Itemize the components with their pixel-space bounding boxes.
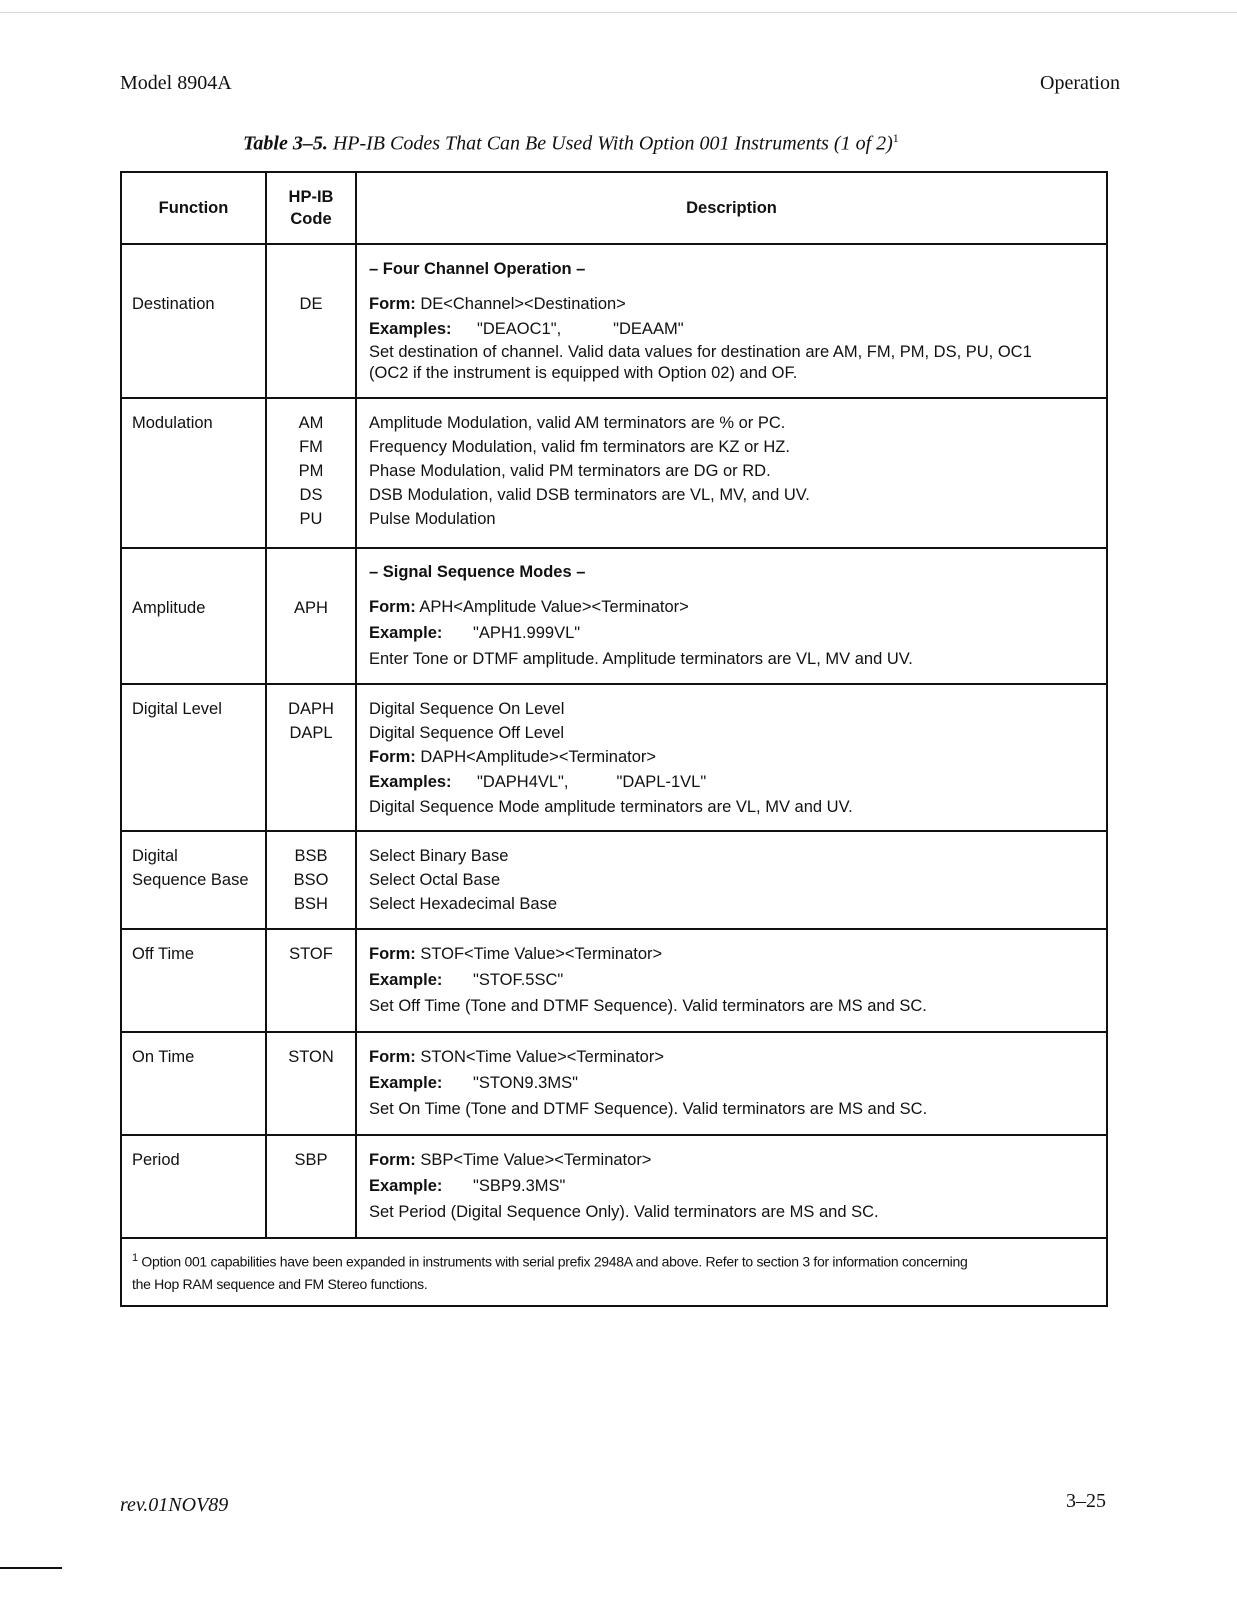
- form-text: STON<Time Value><Terminator>: [415, 1048, 664, 1066]
- code-cell: STOF: [266, 929, 356, 1032]
- form-label: Form:: [369, 1151, 416, 1169]
- form-line: [369, 292, 1094, 316]
- column-header-code: [266, 172, 356, 244]
- table-row-amplitude: [121, 548, 1107, 684]
- function-text: Sequence Base: [132, 871, 249, 889]
- table-footnote: [121, 1238, 1107, 1306]
- form-line: [369, 745, 1094, 769]
- form-line: [369, 942, 1094, 966]
- description-text: Set Off Time (Tone and DTMF Sequence). Valid terminators are MS and SC.: [369, 997, 927, 1015]
- function-cell: Destination: [121, 244, 266, 398]
- description-text: Digital Sequence On Level: [369, 700, 565, 718]
- description-text: Select Octal Base: [369, 871, 501, 889]
- description-text: DSB Modulation, valid DSB terminators are VL, MV, and UV.: [369, 486, 810, 504]
- examples-label: Examples:: [369, 773, 452, 791]
- form-line: [369, 595, 1094, 619]
- description-text: Set Period (Digital Sequence Only). Valid terminators are MS and SC.: [369, 1203, 879, 1221]
- example-value: "DEAAM": [613, 320, 684, 338]
- example-value: "DEAOC1",: [477, 320, 562, 338]
- header-section: Operation: [1040, 72, 1120, 94]
- footnote-line: [132, 1247, 1096, 1273]
- table-row-digital-sequence-base: [121, 831, 1107, 929]
- function-cell: Off Time: [121, 929, 266, 1032]
- description-text: Set destination of channel. Valid data values for destination are AM, FM, PM, DS, PU, OC1: [369, 343, 1032, 361]
- example-value: "DAPL-1VL": [616, 773, 707, 791]
- description-text: Set On Time (Tone and DTMF Sequence). Valid terminators are MS and SC.: [369, 1100, 928, 1118]
- code-value: PU: [299, 510, 323, 528]
- column-header-code-line1: HP-IB: [288, 188, 334, 206]
- form-label: Form:: [369, 945, 416, 963]
- form-text: DE<Channel><Destination>: [415, 295, 626, 313]
- table-row-on-time: [121, 1032, 1107, 1135]
- examples-label: Examples:: [369, 320, 452, 338]
- table-footnote-row: [121, 1238, 1107, 1306]
- table-row-modulation: [121, 398, 1107, 548]
- code-cell: APH: [266, 548, 356, 684]
- bottom-tick-mark: [0, 1567, 62, 1569]
- example-label: Example:: [369, 971, 443, 989]
- code-value: BSO: [293, 871, 329, 889]
- code-value: DAPH: [288, 700, 334, 718]
- form-text: STOF<Time Value><Terminator>: [415, 945, 663, 963]
- description-cell: [356, 831, 1107, 929]
- code-cell: SBP: [266, 1135, 356, 1238]
- code-value: BSB: [294, 847, 328, 865]
- table-caption-note-mark: 1: [892, 131, 899, 145]
- description-text: Pulse Modulation: [369, 510, 496, 528]
- example-label: Example:: [369, 1074, 443, 1092]
- example-line: [369, 1071, 1094, 1095]
- code-cell: [266, 831, 356, 929]
- footnote-text: Option 001 capabilities have been expanded in instruments with serial prefix 2948A and above. Refer to section 3 for information concerning: [137, 1253, 968, 1270]
- form-line: [369, 1148, 1094, 1172]
- form-text: APH<Amplitude Value><Terminator>: [415, 598, 689, 616]
- function-cell: [121, 831, 266, 929]
- form-label: Form:: [369, 748, 416, 766]
- description-text: Digital Sequence Off Level: [369, 724, 565, 742]
- description-cell: [356, 929, 1107, 1032]
- description-cell: [356, 548, 1107, 684]
- example-label: Example:: [369, 624, 443, 642]
- example-value: "APH1.999VL": [473, 624, 581, 642]
- table-row-off-time: [121, 929, 1107, 1032]
- form-line: [369, 1045, 1094, 1069]
- footnote-text: the Hop RAM sequence and FM Stereo functions.: [132, 1275, 428, 1292]
- description-text: Enter Tone or DTMF amplitude. Amplitude terminators are VL, MV and UV.: [369, 650, 913, 668]
- description-text: Frequency Modulation, valid fm terminators are KZ or HZ.: [369, 438, 790, 456]
- footnote-mark: 1: [132, 1252, 138, 1264]
- form-text: SBP<Time Value><Terminator>: [415, 1151, 652, 1169]
- table-caption-label: Table 3–5.: [243, 132, 328, 155]
- form-label: Form:: [369, 598, 416, 616]
- code-value: DS: [299, 486, 323, 504]
- header-model: Model 8904A: [120, 72, 232, 94]
- page-number: 3–25: [1066, 1490, 1106, 1512]
- table-row-digital-level: [121, 684, 1107, 831]
- column-header-code-line2: Code: [290, 210, 332, 228]
- example-label: Example:: [369, 1177, 443, 1195]
- code-value: AM: [298, 414, 324, 432]
- description-text: Amplitude Modulation, valid AM terminators are % or PC.: [369, 414, 786, 432]
- function-cell: Amplitude: [121, 548, 266, 684]
- description-cell: [356, 244, 1107, 398]
- example-value: "STOF.5SC": [473, 971, 564, 989]
- hpib-codes-table: [120, 171, 1108, 1307]
- function-cell: Digital Level: [121, 684, 266, 831]
- function-cell: Modulation: [121, 398, 266, 548]
- description-cell: [356, 684, 1107, 831]
- table-caption: [243, 131, 899, 156]
- example-line: [369, 968, 1094, 992]
- example-value: "DAPH4VL",: [477, 773, 569, 791]
- examples-line: [369, 770, 1094, 794]
- top-rule: [0, 12, 1237, 13]
- column-header-description: Description: [356, 172, 1107, 244]
- code-cell: [266, 398, 356, 548]
- code-value: PM: [298, 462, 324, 480]
- description-text: (OC2 if the instrument is equipped with Option 02) and OF.: [369, 364, 798, 382]
- table-header-row: [121, 172, 1107, 244]
- code-value: FM: [299, 438, 323, 456]
- description-text: Select Binary Base: [369, 847, 509, 865]
- description-text: Phase Modulation, valid PM terminators are DG or RD.: [369, 462, 771, 480]
- revision-label: rev.01NOV89: [120, 1494, 229, 1516]
- column-header-function: Function: [121, 172, 266, 244]
- table-caption-text: HP-IB Codes That Can Be Used With Option 001 Instruments (1 of 2): [327, 132, 893, 155]
- form-label: Form:: [369, 295, 416, 313]
- description-cell: [356, 1032, 1107, 1135]
- description-cell: [356, 398, 1107, 548]
- description-text: Select Hexadecimal Base: [369, 895, 558, 913]
- table-row-period: [121, 1135, 1107, 1238]
- form-text: DAPH<Amplitude><Terminator>: [415, 748, 657, 766]
- function-cell: On Time: [121, 1032, 266, 1135]
- example-value: "SBP9.3MS": [473, 1177, 566, 1195]
- example-line: [369, 1174, 1094, 1198]
- example-line: [369, 621, 1094, 645]
- form-label: Form:: [369, 1048, 416, 1066]
- code-cell: STON: [266, 1032, 356, 1135]
- code-cell: [266, 684, 356, 831]
- section-heading: – Signal Sequence Modes –: [369, 563, 586, 581]
- function-cell: Period: [121, 1135, 266, 1238]
- example-value: "STON9.3MS": [473, 1074, 578, 1092]
- description-text: Digital Sequence Mode amplitude terminators are VL, MV and UV.: [369, 798, 853, 816]
- code-value: DAPL: [289, 724, 333, 742]
- description-cell: [356, 1135, 1107, 1238]
- function-text: Digital: [132, 847, 178, 865]
- examples-line: [369, 317, 1094, 341]
- code-value: BSH: [294, 895, 328, 913]
- code-cell: DE: [266, 244, 356, 398]
- table-row-destination: [121, 244, 1107, 398]
- section-heading: – Four Channel Operation –: [369, 260, 586, 278]
